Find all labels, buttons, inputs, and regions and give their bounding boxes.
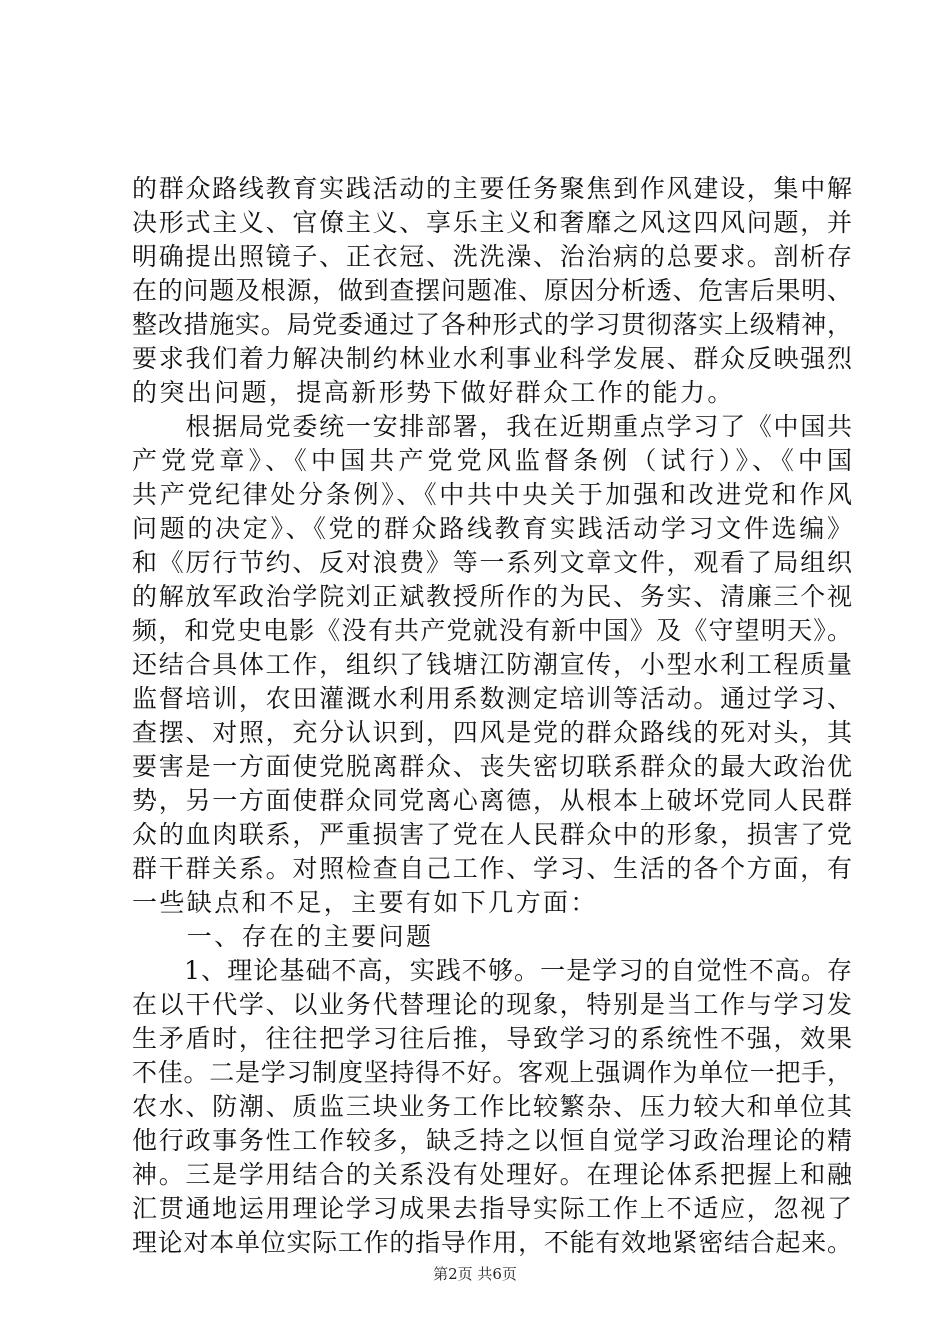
- text-line: 整改措施实。局党委通过了各种形式的学习贯彻落实上级精神，: [132, 310, 852, 339]
- text-line: 明确提出照镜子、正衣冠、洗洗澡、治治病的总要求。剖析存: [132, 242, 852, 271]
- text-line: 1、理论基础不高，实践不够。一是学习的自觉性不高。存: [132, 956, 852, 985]
- text-line: 群干群关系。对照检查自己工作、学习、生活的各个方面，有: [132, 854, 852, 883]
- text-line: 一些缺点和不足，主要有如下几方面：: [132, 888, 598, 917]
- text-line: 和《厉行节约、反对浪费》等一系列文章文件，观看了局组织: [132, 548, 852, 577]
- page-number-footer: 第2页 共6页: [433, 1265, 517, 1283]
- text-line: 要求我们着力解决制约林业水利事业科学发展、群众反映强烈: [132, 344, 852, 373]
- text-line: 神。三是学用结合的关系没有处理好。在理论体系把握上和融: [132, 1160, 852, 1189]
- text-line: 众的血肉联系，严重损害了党在人民群众中的形象，损害了党: [132, 820, 852, 849]
- text-line: 问题的决定》、《党的群众路线教育实践活动学习文件选编》: [132, 514, 852, 543]
- text-line: 在以干代学、以业务代替理论的现象，特别是当工作与学习发: [132, 990, 852, 1019]
- text-line: 农水、防潮、质监三块业务工作比较繁杂、压力较大和单位其: [132, 1092, 852, 1121]
- text-line: 生矛盾时，往往把学习往后推，导致学习的系统性不强，效果: [132, 1024, 852, 1053]
- text-line: 在的问题及根源，做到查摆问题准、原因分析透、危害后果明、: [132, 276, 852, 305]
- text-line: 查摆、对照，充分认识到，四风是党的群众路线的死对头，其: [132, 718, 852, 747]
- text-line: 的解放军政治学院刘正斌教授所作的为民、务实、清廉三个视: [132, 582, 852, 611]
- text-line: 监督培训，农田灌溉水利用系数测定培训等活动。通过学习、: [132, 684, 852, 713]
- text-line: 还结合具体工作，组织了钱塘江防潮宣传，小型水利工程质量: [132, 650, 852, 679]
- text-line: 汇贯通地运用理论学习成果去指导实际工作上不适应，忽视了: [132, 1194, 852, 1223]
- text-line: 频，和党史电影《没有共产党就没有新中国》及《守望明天》。: [132, 616, 852, 645]
- section-heading: 一、存在的主要问题: [132, 922, 434, 951]
- text-line: 他行政事务性工作较多，缺乏持之以恒自觉学习政治理论的精: [132, 1126, 852, 1155]
- text-line: 产党党章》、《中国共产党党风监督条例（试行）》、《中国: [132, 446, 852, 475]
- text-line: 的群众路线教育实践活动的主要任务聚焦到作风建设，集中解: [132, 174, 852, 203]
- text-line: 不佳。二是学习制度坚持得不好。客观上强调作为单位一把手，: [132, 1058, 852, 1087]
- text-line: 理论对本单位实际工作的指导作用，不能有效地紧密结合起来。: [132, 1228, 852, 1257]
- text-line: 要害是一方面使党脱离群众、丧失密切联系群众的最大政治优: [132, 752, 852, 781]
- text-line: 的突出问题，提高新形势下做好群众工作的能力。: [132, 378, 735, 407]
- text-line: 势，另一方面使群众同党离心离德，从根本上破坏党同人民群: [132, 786, 852, 815]
- text-line: 根据局党委统一安排部署，我在近期重点学习了《中国共: [132, 412, 852, 441]
- document-body: [132, 172, 852, 1260]
- text-line: 决形式主义、官僚主义、享乐主义和奢靡之风这四风问题，并: [132, 208, 852, 237]
- text-line: 共产党纪律处分条例》、《中共中央关于加强和改进党和作风: [132, 480, 852, 509]
